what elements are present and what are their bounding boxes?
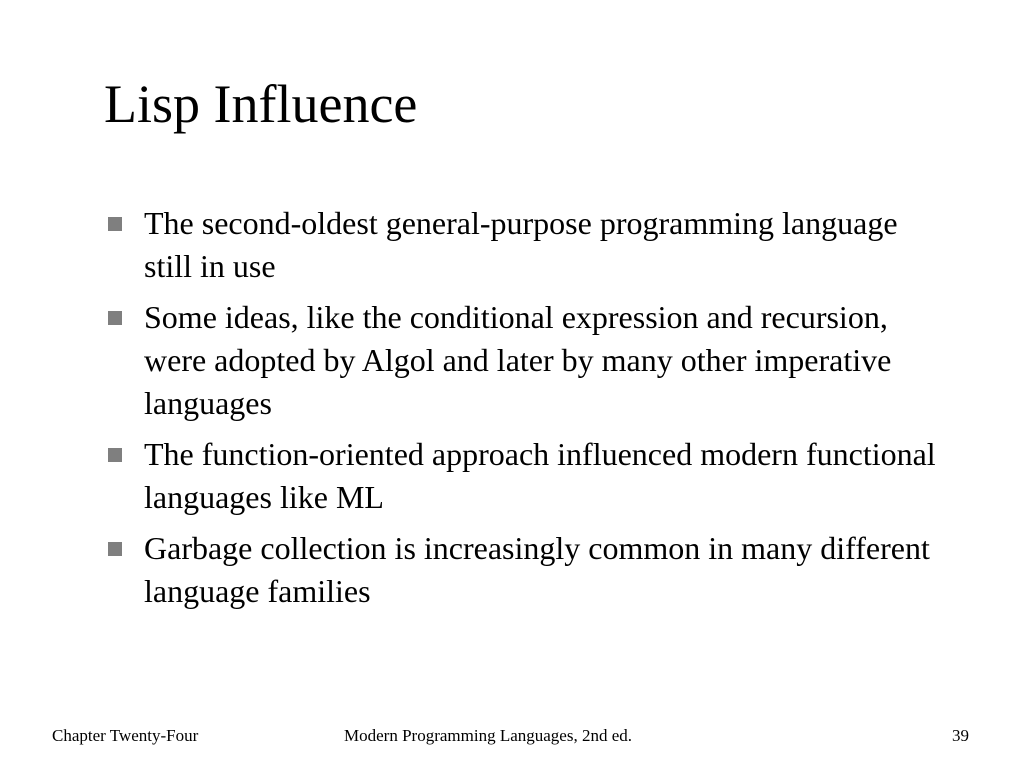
square-bullet-icon (108, 217, 122, 231)
bullet-text: Garbage collection is increasingly common in many different language families (144, 530, 930, 609)
square-bullet-icon (108, 542, 122, 556)
bullet-item (104, 296, 944, 425)
square-bullet-icon (108, 311, 122, 325)
square-bullet-icon (108, 448, 122, 462)
bullet-list (104, 202, 944, 621)
bullet-item (104, 527, 944, 613)
bullet-text: The second-oldest general-purpose programming language still in use (144, 205, 898, 284)
bullet-item (104, 202, 944, 288)
footer-chapter: Chapter Twenty-Four (52, 726, 199, 745)
bullet-item (104, 433, 944, 519)
bullet-text: Some ideas, like the conditional expression and recursion, were adopted by Algol and later by many other imperative languages (144, 299, 892, 421)
footer-book-title: Modern Programming Languages, 2nd ed. (344, 726, 632, 745)
slide-title: Lisp Influence (104, 74, 418, 134)
footer-page-number: 39 (952, 726, 969, 745)
bullet-text: The function-oriented approach influenced modern functional languages like ML (144, 436, 936, 515)
